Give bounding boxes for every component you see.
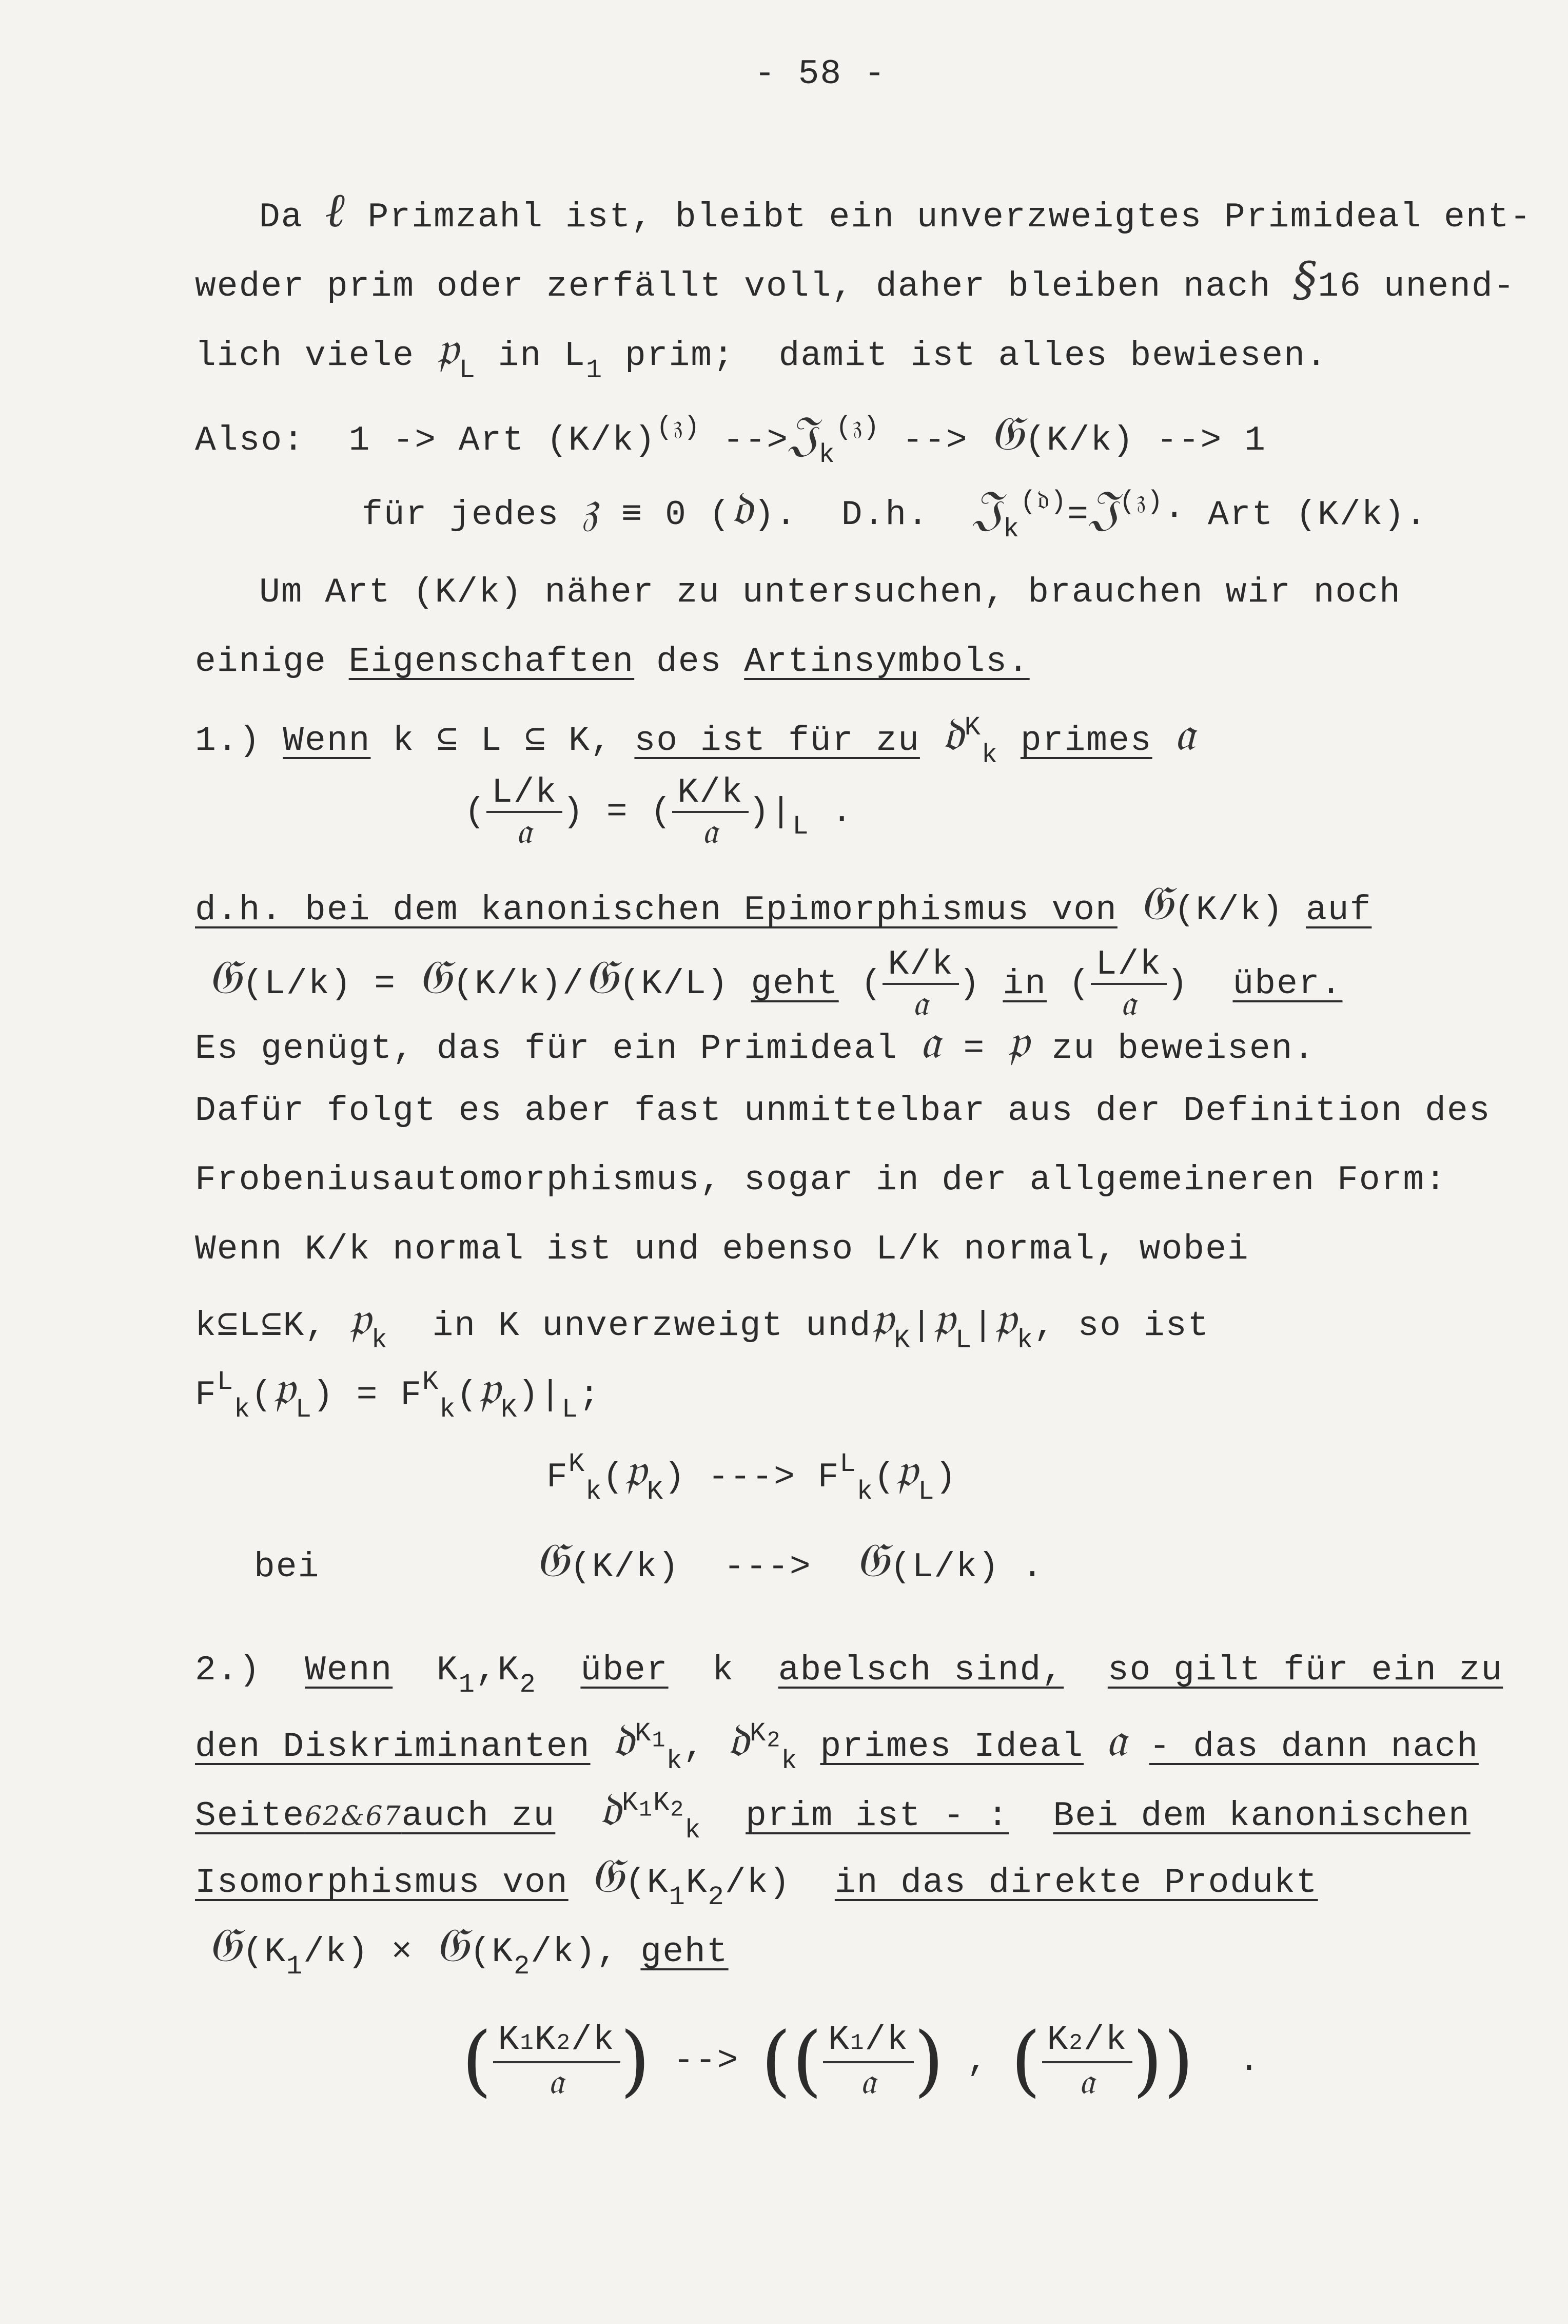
- ell-symbol: ℓ: [325, 183, 346, 238]
- formula-line: 𝔊(L/k) = 𝔊(K/k)/𝔊(K/L) geht ( $\frac{K/k}{\text{𝔞}}$ ) in ( $\frac{L/k}{\text{𝔞}}$ ) über.: [208, 945, 1343, 1024]
- formula-line: für jedes 𝔷 ≡ 0 (𝔡). D.h. 𝔍$_k^{(𝔡)}$=𝔍$^{(𝔷)}$· Art (K/k).: [362, 480, 1428, 545]
- item-2-header: 2.) Wenn $K_1,K_2$ über k abelsch sind, so gilt für ein zu: [195, 1651, 1503, 1700]
- text-line: einige Eigenschaften des Artinsymbols.: [195, 642, 1030, 682]
- text-line: k⊆L⊆K, 𝔭$_k$ in K unverzweigt und𝔭$_K$|𝔭$_L$|𝔭$_k$, so ist: [195, 1291, 1210, 1355]
- exact-sequence: Also: 1 -> Art $(K/k)^{(𝔷)}$ -->𝔍$_k^{(𝔷)}$ --> 𝔊(K/k) --> 1: [195, 406, 1266, 470]
- formula-line: $𝔊(K_1/k)$ × $𝔊(K_2/k)$, geht: [208, 1918, 729, 1982]
- text-line: den Diskriminanten 𝔡$^{K_1}_k$, 𝔡$^{K_2}_k$ primes Ideal 𝔞 - das dann nach: [195, 1712, 1479, 1776]
- text-line: Da ℓ Primzahl ist, bleibt ein unverzweigtes Primideal ent-: [259, 183, 1532, 238]
- text-line: d.h. bei dem kanonischen Epimorphismus von 𝔊(K/k) auf: [195, 876, 1372, 931]
- item-1-header: 1.) Wenn k ⊆ L ⊆ K, so ist für zu 𝔡$^K_k$ primes 𝔞: [195, 706, 1196, 770]
- text-line: lich viele 𝔭$_L$ in $L_1$ prim; damit ist alles bewiesen.: [195, 321, 1328, 385]
- text-line: bei 𝔊(K/k) ---> 𝔊(L/k) .: [254, 1533, 1044, 1587]
- page-number: - 58 -: [754, 54, 886, 94]
- text-line: Um Art (K/k) näher zu untersuchen, brauchen wir noch: [259, 573, 1401, 612]
- text-line: Frobeniusautomorphismus, sogar in der allgemeineren Form:: [195, 1160, 1447, 1200]
- text-line: weder prim oder zerfällt voll, daher bleiben nach §16 unend-: [195, 252, 1516, 307]
- section-symbol: §: [1293, 252, 1318, 307]
- frobenius-map: $F^K_k(𝔭_K)$ ---> $F^L_k(𝔭_L)$: [546, 1443, 957, 1507]
- text-line: Isomorphismus von $𝔊(K_1K_2/k)$ in das direkte Produkt: [195, 1848, 1318, 1912]
- frobenius-formula: $F^L_k(𝔭_L)$ = $F^K_k(𝔭_K)|_L$;: [195, 1361, 601, 1425]
- text-line: Seite62&67auch zu 𝔡$^{K_1K_2}_k$ prim ist - : Bei dem kanonischen: [195, 1781, 1471, 1846]
- isomorphism-formula: ( $\frac{K1K2/k}{\text{𝔞}}$ ) --> (( $\frac{K1/k}{\text{𝔞}}$ ) , ( $\frac{K2/k}{\text{𝔞}}$ )) .: [462, 2016, 1261, 2105]
- text-line: Dafür folgt es aber fast unmittelbar aus der Definition des: [195, 1091, 1491, 1131]
- text-line: Wenn K/k normal ist und ebenso L/k normal, wobei: [195, 1230, 1249, 1269]
- text-line: Es genügt, das für ein Primideal 𝔞 = 𝔭 zu beweisen.: [195, 1014, 1316, 1069]
- artin-formula: ( $\frac{L/k}{\text{𝔞}}$ ) = ( $\frac{K/k}{\text{𝔞}}$ )$|_L$ .: [464, 773, 854, 852]
